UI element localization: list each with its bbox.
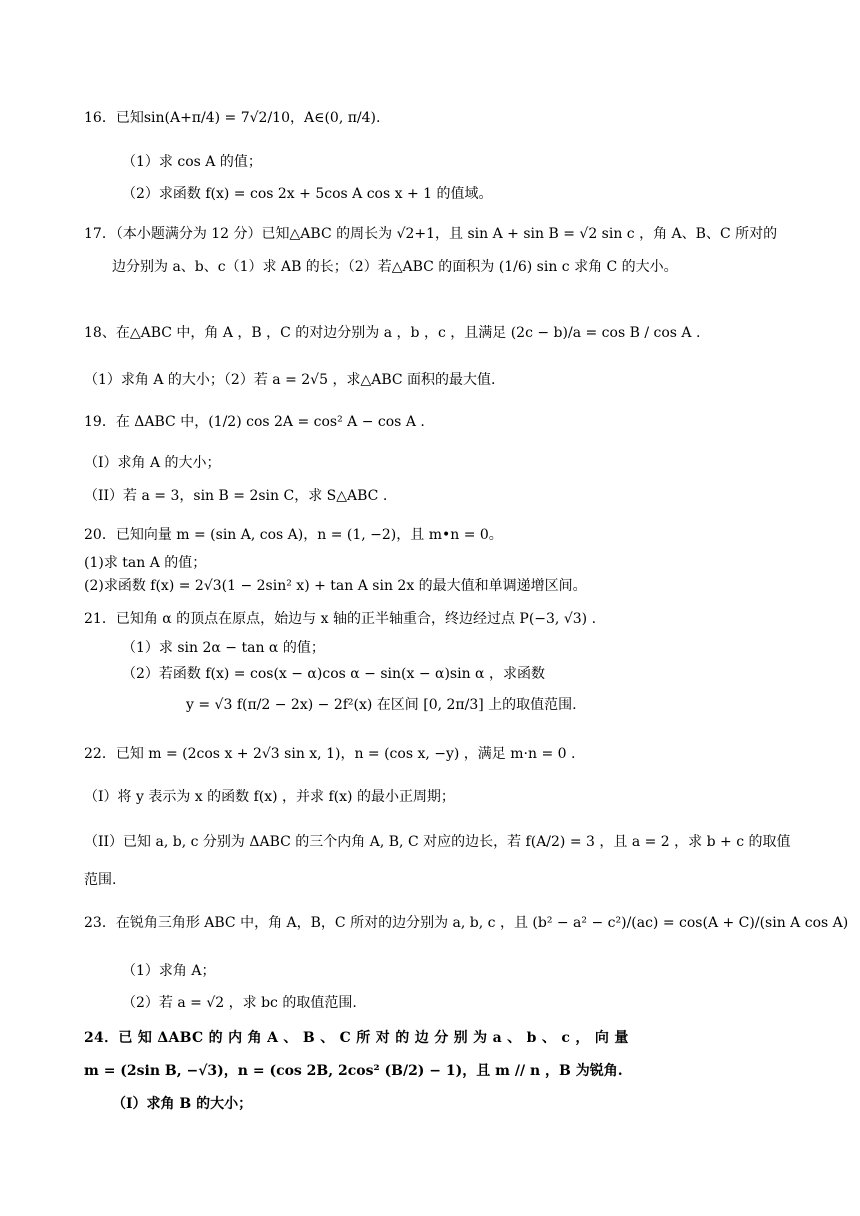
question-22-part-1: （I）将 y 表示为 x 的函数 f(x) ，并求 f(x) 的最小正周期； — [84, 789, 455, 805]
question-22-part-2-line-1: （II）已知 a, b, c 分别为 ΔABC 的三个内角 A, B, C 对应的边长，若 f(A/2) = 3 ，且 a = 2 ，求 b + c 的取值 — [84, 834, 791, 850]
question-22: 22．已知 m = (2cos x + 2√3 sin x, 1)，n = (cos x, −y) ，满足 m·n = 0 . — [84, 746, 576, 762]
question-17-line-2: 边分别为 a、b、c（1）求 AB 的长；（2）若△ABC 的面积为 (1/6) sin c 求角 C 的大小。 — [112, 259, 678, 275]
question-21-part-2: （2）若函数 f(x) = cos(x − α)cos α − sin(x − α)sin α ，求函数 — [122, 666, 545, 682]
question-21-part-1: （1）求 sin 2α − tan α 的值； — [122, 640, 325, 656]
question-18-parts: （1）求角 A 的大小；（2）若 a = 2√5 ，求△ABC 面积的最大值. — [84, 372, 496, 388]
question-20: 20．已知向量 m = (sin A, cos A)，n = (1, −2)，且 m•n = 0。 — [84, 527, 503, 543]
question-20-part-1: (1)求 tan A 的值； — [84, 555, 207, 571]
question-19: 19．在 ΔABC 中，(1/2) cos 2A = cos² A − cos A . — [84, 414, 425, 430]
question-16-part-2: （2）求函数 f(x) = cos 2x + 5cos A cos x + 1 的值域。 — [122, 186, 493, 202]
question-21-part-2-formula: y = √3 f(π/2 − 2x) − 2f²(x) 在区间 [0, 2π/3] 上的取值范围. — [186, 697, 577, 713]
question-20-part-2: (2)求函数 f(x) = 2√3(1 − 2sin² x) + tan A sin 2x 的最大值和单调递增区间。 — [84, 578, 587, 594]
question-23-part-1: （1）求角 A； — [122, 963, 216, 979]
question-16: 16．已知sin(A+π/4) = 7√2/10，A∈(0, π/4). — [84, 110, 381, 126]
question-18: 18、在△ABC 中，角 A ，B ，C 的对边分别为 a ，b ，c ，且满足 (2c − b)/a = cos B / cos A . — [84, 325, 701, 341]
question-24-line-2: m = (2sin B, −√3)，n = (cos 2B, 2cos² (B/2) − 1)，且 m // n ，B 为锐角. — [84, 1063, 623, 1079]
question-19-part-1: （I）求角 A 的大小； — [84, 455, 221, 471]
question-23-part-2: （2）若 a = √2 ，求 bc 的取值范围. — [122, 995, 357, 1011]
question-16-part-1: （1）求 cos A 的值； — [122, 154, 262, 170]
question-21: 21．已知角 α 的顶点在原点，始边与 x 轴的正半轴重合，终边经过点 P(−3, √3) . — [84, 611, 597, 627]
question-23: 23．在锐角三角形 ABC 中，角 A，B，C 所对的边分别为 a, b, c ，且 (b² − a² − c²)/(ac) = cos(A + C)/(sin A cos A) — [84, 915, 849, 931]
question-22-part-2-line-2: 范围. — [84, 872, 117, 888]
question-24-part-1: （I）求角 B 的大小； — [112, 1096, 253, 1112]
question-24-line-1: 24．已 知 ΔABC 的 内 角 A 、 B 、 C 所 对 的 边 分 别 为 a 、 b 、 c ， 向 量 — [84, 1030, 629, 1046]
question-17-line-1: 17．（本小题满分为 12 分）已知△ABC 的周长为 √2+1，且 sin A + sin B = √2 sin c ，角 A、B、C 所对的 — [84, 226, 778, 242]
question-19-part-2: （II）若 a = 3，sin B = 2sin C，求 S△ABC . — [84, 488, 388, 504]
